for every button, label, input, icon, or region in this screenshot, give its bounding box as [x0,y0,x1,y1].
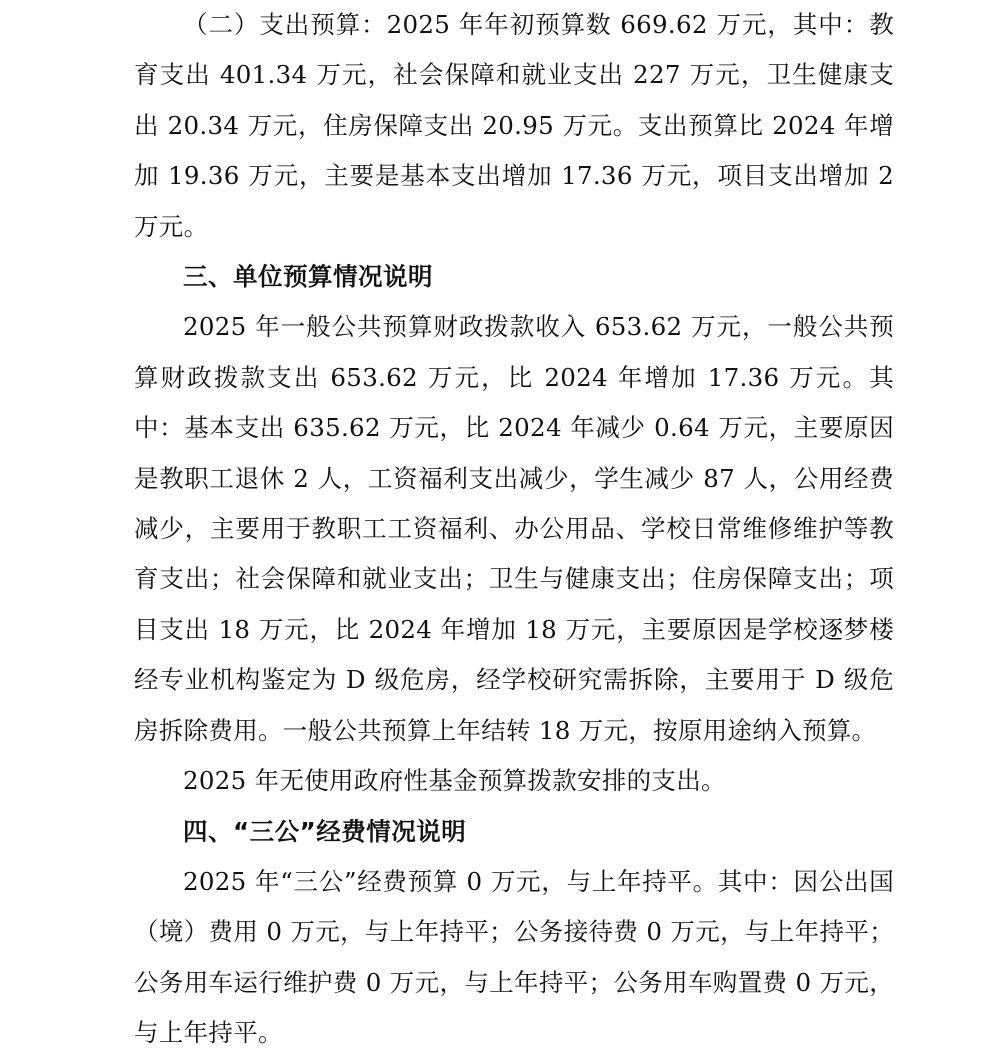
expenditure-budget-paragraph: （二）支出预算：2025 年年初预算数 669.62 万元，其中：教育支出 401.34 万元，社会保障和就业支出 227 万元，卫生健康支出 20.34 万元，住房保障支出 20.95 万元。支出预算比 2024 年增加 19.36 万元，主要是基本支出增加 17.36 万元，项目支出增加 2 万元。 [134,10,894,241]
three-public-expenses-paragraph: 2025 年“三公”经费预算 0 万元，与上年持平。其中：因公出国（境）费用 0 万元，与上年持平；公务接待费 0 万元，与上年持平；公务用车运行维护费 0 万元，与上年持平；公务用车购置费 0 万元，与上年持平。 [134,866,894,1048]
section-heading-unit-budget: 三、单位预算情况说明 [183,262,433,292]
document-body [134,0,894,1059]
unit-budget-paragraph: 2025 年一般公共预算财政拨款收入 653.62 万元，一般公共预算财政拨款支出 653.62 万元，比 2024 年增加 17.36 万元。其中：基本支出 635.62 万元，比 2024 年减少 0.64 万元，主要原因是教职工退休 2 人，工资福利支出减少，学生减少 87 人，公用经费减少，主要用于教职工工资福利、办公用品、学校日常维修维护等教育支出；社会保障和就业支出；卫生与健康支出；住房保障支出；项目支出 18 万元，比 2024 年增加 18 万元，主要原因是学校逐梦楼经专业机构鉴定为 D 级危房，经学校研究需拆除，主要用于 D 级危房拆除费用。一般公共预算上年结转 18 万元，按原用途纳入预算。 [134,312,894,745]
government-fund-paragraph: 2025 年无使用政府性基金预算拨款安排的支出。 [183,766,726,796]
section-heading-three-public-expenses: 四、“三公”经费情况说明 [183,816,467,846]
